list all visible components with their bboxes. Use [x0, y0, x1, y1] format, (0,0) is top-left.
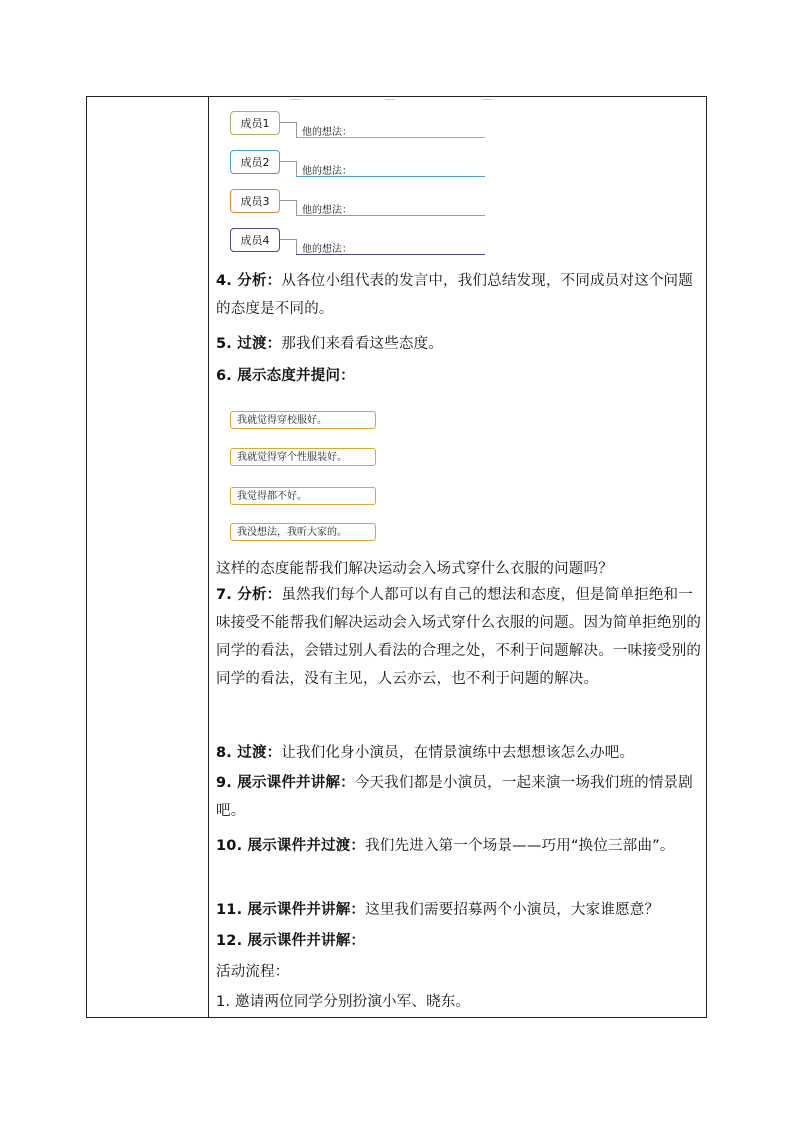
step-body: 从各位小组代表的发言中，我们总结发现，不同成员对这个问题的态度是不同的。: [216, 273, 693, 317]
top-dashes: [290, 99, 490, 101]
member-underline: [296, 176, 485, 177]
step-10-paragraph: [216, 832, 702, 860]
step-heading: 7. 分析：: [216, 587, 282, 603]
member-card-2: [230, 150, 486, 178]
member-label: 成员2: [230, 150, 280, 174]
step-body: 让我们化身小演员，在情景演练中去想想该怎么办吧。: [281, 745, 635, 761]
activity-flow-label: 活动流程：: [216, 964, 290, 980]
step-heading: 12. 展示课件并讲解：: [216, 933, 366, 949]
step-8-paragraph: [216, 739, 702, 767]
step-body: 我们先进入第一个场景——巧用“换位三部曲”。: [365, 838, 675, 854]
member-thought: 他的想法：: [302, 127, 352, 138]
member-card-4: [230, 228, 486, 256]
lesson-content: [216, 97, 700, 1017]
connector-line: [280, 239, 296, 240]
member-underline: [296, 254, 485, 255]
member-thought: 他的想法：: [302, 244, 352, 255]
step-7-paragraph: [216, 581, 702, 693]
attitude-box-4: 我没想法，我听大家的。: [230, 523, 376, 541]
attitude-box-1: 我就觉得穿校服好。: [230, 411, 376, 429]
step-body: 这里我们需要招募两个小演员，大家谁愿意？: [365, 902, 660, 918]
activity-flow-step-1: 1. 邀请两位同学分别扮演小军、晓东。: [216, 994, 471, 1010]
member-underline: [296, 215, 485, 216]
member-label: 成员4: [230, 228, 280, 252]
question-paragraph: 这样的态度能帮我们解决运动会入场式穿什么衣服的问题吗？: [216, 561, 613, 577]
step-heading: 9. 展示课件并讲解：: [216, 775, 355, 791]
member-underline: [296, 137, 485, 138]
step-6-paragraph: [216, 362, 702, 390]
step-body: 那我们来看看这些态度。: [281, 336, 444, 352]
member-thought: 他的想法：: [302, 166, 352, 177]
connector-vertical: [296, 122, 297, 138]
connector-line: [280, 161, 296, 162]
step-4-paragraph: [216, 267, 702, 323]
step-heading: 8. 过渡：: [216, 745, 282, 761]
member-card-3: [230, 189, 486, 217]
step-heading: 11. 展示课件并讲解：: [216, 902, 366, 918]
step-heading: 6. 展示态度并提问：: [216, 368, 355, 384]
column-divider: [208, 97, 209, 1017]
connector-vertical: [296, 239, 297, 255]
connector-line: [280, 122, 296, 123]
connector-line: [280, 200, 296, 201]
step-body: 今天我们都是小演员，一起来演一场我们班的情景剧吧。: [216, 775, 693, 819]
member-card-1: [230, 111, 486, 139]
step-9-paragraph: [216, 769, 702, 825]
step-heading: 5. 过渡：: [216, 336, 282, 352]
connector-vertical: [296, 200, 297, 216]
step-heading: 4. 分析：: [216, 273, 282, 289]
attitude-box-2: 我就觉得穿个性服装好。: [230, 448, 376, 466]
step-5-paragraph: [216, 330, 702, 358]
lesson-table: [86, 96, 707, 1018]
member-label: 成员3: [230, 189, 280, 213]
member-thought: 他的想法：: [302, 205, 352, 216]
member-label: 成员1: [230, 111, 280, 135]
step-12-paragraph: [216, 927, 702, 955]
attitude-box-3: 我觉得都不好。: [230, 487, 376, 505]
step-body: 虽然我们每个人都可以有自己的想法和态度，但是简单拒绝和一味接受不能帮我们解决运动会入场式穿什么衣服的问题。因为简单拒绝别的同学的看法，会错过别人看法的合理之处，不利于问题解决。一味接受别的同学的看法，没有主见，人云亦云，也不利于问题的解决。: [216, 587, 702, 687]
connector-vertical: [296, 161, 297, 177]
step-11-paragraph: [216, 896, 702, 924]
step-heading: 10. 展示课件并过渡：: [216, 838, 366, 854]
